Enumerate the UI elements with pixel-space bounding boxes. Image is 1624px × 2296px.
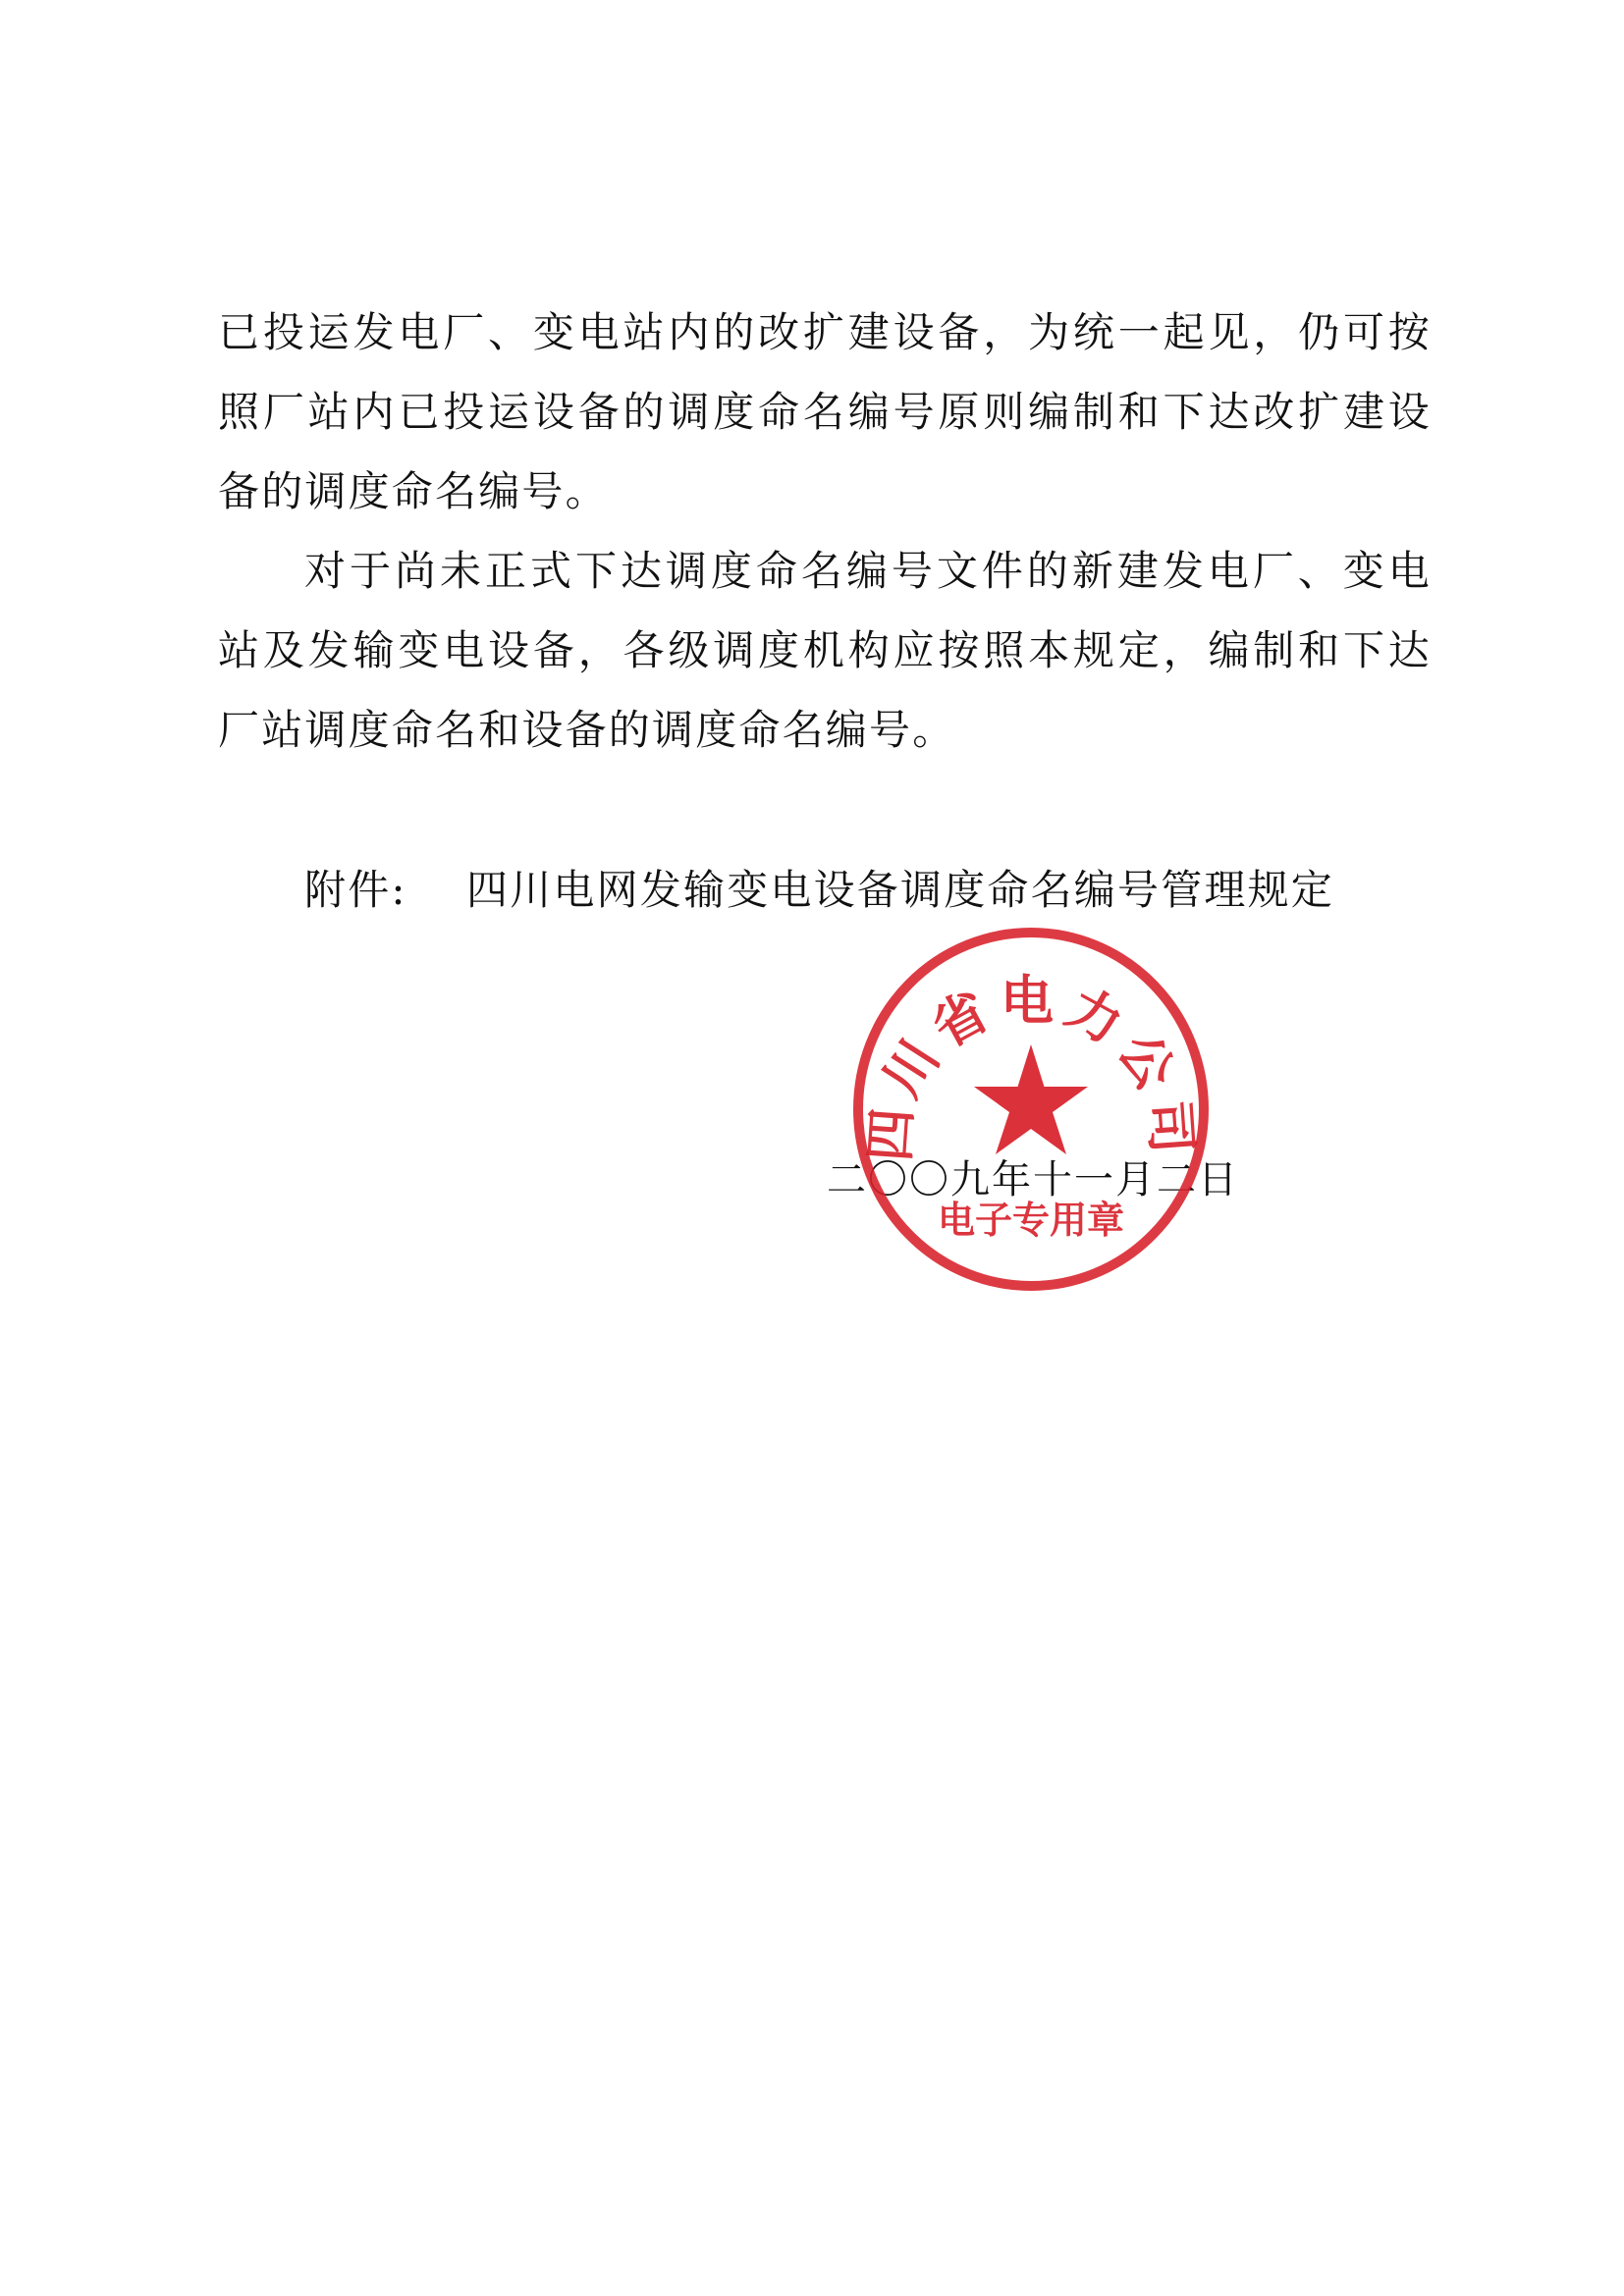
attachment-label: 附件:: [304, 866, 407, 914]
attachment-line: [304, 850, 1334, 930]
document-body: [218, 293, 1432, 770]
issue-date: 二〇〇九年十一月二日: [827, 1157, 1239, 1202]
official-seal: [844, 921, 1218, 1298]
seal-org-name: 四川省电力公司: [858, 969, 1204, 1164]
star-icon: [974, 1044, 1088, 1154]
body-paragraph-2: 对于尚未正式下达调度命名编号文件的新建发电厂、变电站及发输变电设备，各级调度机构应按照本规定，编制和下达厂站调度命名和设备的调度命名编号。: [218, 547, 1432, 754]
attachment-title: 四川电网发输变电设备调度命名编号管理规定: [466, 866, 1335, 914]
seal-graphic: [844, 921, 1218, 1298]
body-paragraph-1: 已投运发电厂、变电站内的改扩建设备，为统一起见，仍可按照厂站内已投运设备的调度命名编号原则编制和下达改扩建设备的调度命名编号。: [218, 308, 1432, 515]
seal-subtitle: 电子专用章: [937, 1199, 1125, 1242]
